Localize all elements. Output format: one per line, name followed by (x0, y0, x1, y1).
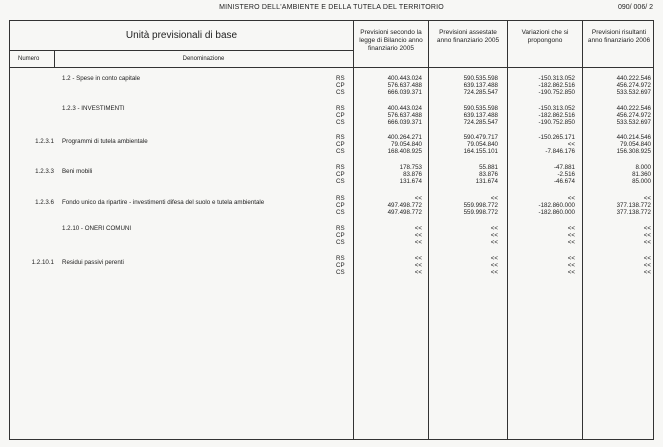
value-cell: 590.479.717 (463, 134, 498, 141)
code-label: CS (336, 88, 345, 96)
value-cell: << (490, 225, 498, 232)
value-cell: << (414, 261, 422, 269)
row-denominazione: 1.2.10 - ONERI COMUNI (62, 225, 132, 232)
value-cell: 178.753 (399, 164, 422, 171)
row-values-col-4 (591, 106, 651, 126)
value-cell: -182.860.000 (538, 201, 575, 209)
value-cell: 576.637.488 (387, 81, 422, 89)
row-denominazione: Fondo unico da ripartire - investimenti difesa del suolo e tutela ambientale (62, 199, 265, 206)
value-cell: 497.498.772 (387, 201, 422, 209)
row-values-col-3 (515, 76, 575, 96)
value-cell: 164.155.101 (463, 147, 498, 155)
value-cell: << (414, 268, 422, 276)
code-label: RS (336, 75, 345, 82)
row-denominazione: Programmi di tutela ambientale (62, 138, 148, 145)
code-label: CP (336, 201, 345, 209)
value-cell: << (567, 231, 575, 239)
row-codes (336, 226, 352, 246)
value-cell: << (414, 255, 422, 262)
code-label: CS (336, 177, 345, 185)
value-cell: 168.408.925 (387, 147, 422, 155)
value-cell: 83.876 (403, 170, 422, 178)
value-cell: 85.000 (632, 177, 651, 185)
value-cell: 156.308.925 (616, 147, 651, 155)
row-denominazione: Beni mobili (62, 168, 93, 175)
row-denominazione: 1.2.3 - INVESTIMENTI (62, 105, 125, 112)
value-cell: 79.054.840 (467, 140, 498, 148)
value-cell: 533.532.697 (616, 88, 651, 96)
code-label: RS (336, 255, 345, 262)
header-bottom-line (10, 67, 653, 68)
code-label: CS (336, 118, 345, 126)
row-values-col-4 (591, 256, 651, 276)
row-values-col-3 (515, 226, 575, 246)
value-cell: 131.674 (475, 177, 498, 185)
value-cell: << (567, 255, 575, 262)
code-label: CP (336, 170, 345, 178)
code-label: CP (336, 140, 345, 148)
row-codes (336, 165, 352, 185)
value-cell: -190.752.850 (538, 88, 575, 96)
value-cell: << (643, 261, 651, 269)
value-cell: 440.214.546 (616, 134, 651, 141)
table-title: Unità previsionali di base (125, 30, 238, 41)
value-cell: << (414, 231, 422, 239)
value-cell: 497.498.772 (387, 208, 422, 216)
row-values-col-4 (591, 76, 651, 96)
row-values-col-1 (362, 256, 422, 276)
row-values-col-2 (438, 135, 498, 155)
value-cell: 576.637.488 (387, 111, 422, 119)
value-cell: 400.443.024 (387, 105, 422, 112)
code-label: RS (336, 134, 345, 141)
value-cell: 724.285.547 (463, 88, 498, 96)
value-cell: 590.535.598 (463, 75, 498, 82)
row-values-col-2 (438, 256, 498, 276)
value-cell: << (490, 261, 498, 269)
value-cell: << (643, 195, 651, 202)
value-cell: << (490, 238, 498, 246)
code-label: RS (336, 164, 345, 171)
value-cell: << (643, 255, 651, 262)
value-cell: -182.860.000 (538, 208, 575, 216)
row-values-col-3 (515, 106, 575, 126)
value-cell: 456.274.972 (616, 81, 651, 89)
value-cell: -2.516 (557, 170, 575, 178)
value-cell: -47.881 (554, 164, 575, 171)
row-numero: 1.2.3.1 (35, 138, 54, 145)
col-previsioni-assestate-header: Previsioni assestate anno finanziario 2005 (436, 29, 500, 44)
value-cell: 533.532.697 (616, 118, 651, 126)
code-label: CP (336, 261, 345, 269)
row-numero: 1.2.10.1 (31, 259, 54, 266)
value-cell: << (567, 238, 575, 246)
row-denominazione: 1.2 - Spese in conto capitale (62, 75, 141, 82)
row-values-col-2 (438, 165, 498, 185)
row-values-col-3 (515, 256, 575, 276)
value-cell: 81.360 (632, 170, 651, 178)
value-cell: -182.862.516 (538, 81, 575, 89)
row-values-col-3 (515, 135, 575, 155)
value-cell: -150.313.052 (538, 105, 575, 112)
value-cell: 666.039.371 (387, 118, 422, 126)
row-values-col-1 (362, 135, 422, 155)
row-values-col-4 (591, 196, 651, 216)
col-variazioni-header: Variazioni che si propongono (521, 29, 569, 44)
value-cell: -150.313.052 (538, 75, 575, 82)
row-codes (336, 196, 352, 216)
row-values-col-2 (438, 106, 498, 126)
value-cell: << (490, 255, 498, 262)
code-label: CS (336, 268, 345, 276)
value-cell: 666.039.371 (387, 88, 422, 96)
value-cell: 440.222.546 (616, 75, 651, 82)
code-label: RS (336, 195, 345, 202)
value-cell: << (567, 268, 575, 276)
row-values-col-3 (515, 196, 575, 216)
page-number: 090/ 006/ 2 (617, 4, 653, 11)
row-values-col-3 (515, 165, 575, 185)
row-numero: 1.2.3.3 (35, 168, 54, 175)
row-codes (336, 106, 352, 126)
code-label: CP (336, 81, 345, 89)
row-values-col-1 (362, 165, 422, 185)
row-values-col-1 (362, 76, 422, 96)
col3-divider (507, 21, 508, 440)
value-cell: 639.137.488 (463, 81, 498, 89)
value-cell: 559.998.772 (463, 201, 498, 209)
row-denominazione: Residui passivi perenti (62, 259, 124, 266)
value-cell: 83.876 (479, 170, 498, 178)
value-cell: << (643, 268, 651, 276)
col1-divider (353, 21, 354, 440)
value-cell: << (490, 195, 498, 202)
value-cell: 639.137.488 (463, 111, 498, 119)
code-label: CS (336, 208, 345, 216)
code-label: CP (336, 111, 345, 119)
value-cell: << (490, 231, 498, 239)
code-label: RS (336, 225, 345, 232)
value-cell: 8.000 (635, 164, 651, 171)
value-cell: 400.443.024 (387, 75, 422, 82)
value-cell: 377.138.772 (616, 208, 651, 216)
budget-table (9, 20, 654, 440)
row-codes (336, 76, 352, 96)
row-values-col-1 (362, 106, 422, 126)
value-cell: << (567, 261, 575, 269)
value-cell: 79.054.840 (391, 140, 422, 148)
row-values-col-4 (591, 165, 651, 185)
value-cell: -150.265.171 (538, 134, 575, 141)
col-previsioni-legge-header: Previsioni secondo la legge di Bilancio anno finanziario 2005 (359, 29, 423, 52)
value-cell: << (414, 195, 422, 202)
col-previsioni-risultanti-header: Previsioni risultanti anno finanziario 2006 (587, 29, 651, 44)
code-label: CP (336, 231, 345, 239)
row-values-col-2 (438, 76, 498, 96)
code-label: RS (336, 105, 345, 112)
row-values-col-2 (438, 226, 498, 246)
value-cell: 559.998.772 (463, 208, 498, 216)
row-numero: 1.2.3.6 (35, 199, 54, 206)
value-cell: << (414, 238, 422, 246)
denominazione-header: Denominazione (182, 56, 225, 62)
value-cell: 131.674 (399, 177, 422, 185)
col2-divider (428, 21, 429, 440)
ministry-title: MINISTERO DELL'AMBIENTE E DELLA TUTELA DEL TERRITORIO (219, 4, 444, 11)
value-cell: << (414, 225, 422, 232)
value-cell: << (643, 231, 651, 239)
numero-header: Numero (18, 56, 40, 62)
value-cell: << (490, 268, 498, 276)
row-values-col-1 (362, 226, 422, 246)
value-cell: << (643, 225, 651, 232)
value-cell: 590.535.598 (463, 105, 498, 112)
value-cell: << (567, 140, 575, 148)
value-cell: 55.881 (479, 164, 498, 171)
value-cell: -46.674 (554, 177, 575, 185)
header-divider (10, 50, 353, 51)
value-cell: 79.054.840 (620, 140, 651, 148)
code-label: CS (336, 238, 345, 246)
value-cell: -190.752.850 (538, 118, 575, 126)
code-label: CS (336, 147, 345, 155)
row-values-col-4 (591, 135, 651, 155)
value-cell: 440.222.546 (616, 105, 651, 112)
row-values-col-1 (362, 196, 422, 216)
row-values-col-2 (438, 196, 498, 216)
col4-divider (582, 21, 583, 440)
value-cell: 377.138.772 (616, 201, 651, 209)
row-values-col-4 (591, 226, 651, 246)
value-cell: << (643, 238, 651, 246)
value-cell: << (567, 195, 575, 202)
value-cell: 724.285.547 (463, 118, 498, 126)
value-cell: 400.264.271 (387, 134, 422, 141)
value-cell: -7.846.176 (545, 147, 575, 155)
value-cell: << (567, 225, 575, 232)
row-codes (336, 135, 352, 155)
value-cell: -182.862.516 (538, 111, 575, 119)
value-cell: 456.274.972 (616, 111, 651, 119)
row-codes (336, 256, 352, 276)
